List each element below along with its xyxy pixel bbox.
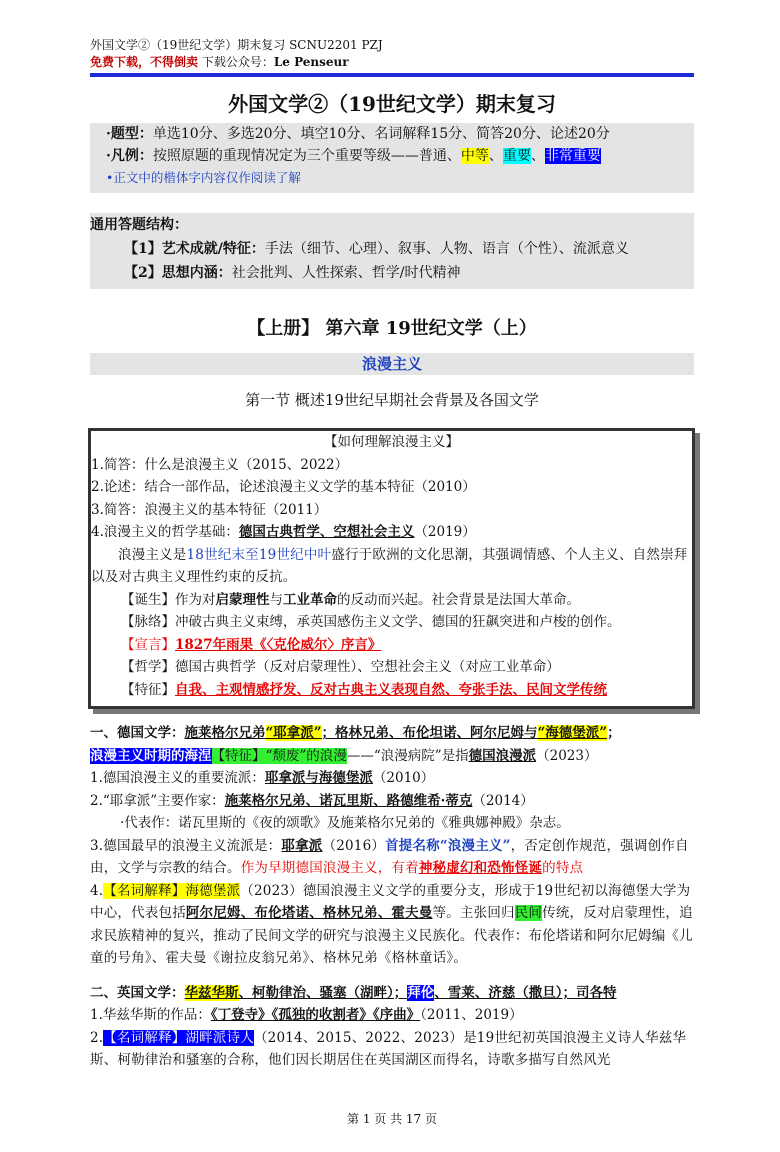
question-types: ·题型：单选10分、多选20分、填空10分、名词解释15分、简答20分、论述20分: [106, 126, 610, 142]
download-label: 下载公众号：: [198, 55, 274, 69]
england-point-2: 2.【名词解释】湖畔派诗人（2014、2015、2022、2023）是19世纪初英国浪漫主义诗人华兹华斯、柯勒律治和骚塞的合称，他们因长期居住在英国湖区而得名，诗歌多描写自然风光: [90, 1029, 687, 1068]
topic-manifesto: 【宣言】1827年雨果《〈克伦威尔〉序言》: [121, 636, 382, 653]
box-caption: 【如何理解浪漫主义】: [324, 434, 459, 450]
level-important-badge: 重要: [502, 148, 531, 164]
question-1: 1.简答：什么是浪漫主义（2015、2022）: [91, 456, 349, 473]
romanticism-definition: 浪漫主义是18世纪末至19世纪中叶盛行于欧洲的文化思潮，其强调情感、个人主义、自然崇拜以及对古典主义理性约束的反抗。: [91, 546, 688, 585]
germany-point-1: 1.德国浪漫主义的重要流派：耶拿派与海德堡派（2010）: [90, 770, 435, 786]
intro-box: [90, 123, 694, 193]
germany-representative-works: ·代表作：诺瓦里斯的《夜的颂歌》及施莱格尔兄弟的《雅典娜神殿》杂志。: [120, 815, 570, 831]
level-medium-badge: 中等: [460, 148, 489, 164]
page-title: 外国文学②（19世纪文学）期末复习: [228, 92, 556, 116]
structure-item-1: 【1】艺术成就/特征：手法（细节、心理）、叙事、人物、语言（个性）、流派意义: [124, 241, 629, 257]
germany-heading: 一、德国文学：施莱格尔兄弟“耶拿派”；格林兄弟、布伦坦诺、阿尔尼姆与“海德堡派”；: [90, 725, 621, 741]
structure-item-2: 【2】思想内涵：社会批判、人性探索、哲学/时代精神: [124, 265, 461, 281]
question-3: 3.简答：浪漫主义的基本特征（2011）: [91, 501, 328, 518]
chapter-heading: 【上册】 第六章 19世纪文学（上）: [247, 318, 537, 339]
free-download-notice: 免费下载，不得倒卖: [90, 55, 199, 69]
page-footer: 第 1 页 共 17 页: [347, 1112, 437, 1126]
heine-line: 浪漫主义时期的海涅【特征】“颓废”的浪漫——“浪漫病院”是指德国浪漫派（2023）: [90, 747, 598, 764]
question-2: 2.论述：结合一部作品，论述浪漫主义文学的基本特征（2010）: [91, 479, 476, 495]
topic-features: 【特征】自我、主观情感抒发、反对古典主义表现自然、夸张手法、民间文学传统: [121, 681, 607, 698]
kaishu-note: •正文中的楷体字内容仅作阅读了解: [106, 170, 301, 185]
england-point-1: 1.华兹华斯的作品：《丁登寺》《孤独的收割者》《序曲》（2011、2019）: [90, 1007, 523, 1023]
section-heading: 第一节 概述19世纪早期社会背景及各国文学: [245, 391, 539, 409]
structure-heading: 通用答题结构：: [90, 217, 188, 233]
england-heading: 二、英国文学：华兹华斯、柯勒律治、骚塞（湖畔）；拜伦、雪莱、济慈（撒旦）；司各特: [90, 984, 617, 1001]
germany-point-3: 3.德国最早的浪漫主义流派是：耶拿派（2016）首提名称“浪漫主义”，否定创作规范，强调创作自由，文学与宗教的结合。作为早期德国浪漫主义，有着神秘虚幻和恐怖怪诞的特点: [90, 837, 689, 876]
level-very-important-badge: 非常重要: [544, 148, 601, 164]
topic-birth: 【诞生】作为对启蒙理性与工业革命的反动而兴起。社会背景是法国大革命。: [121, 591, 580, 608]
header-line-1: 外国文学②（19世纪文学）期末复习 SCNU2201 PZJ: [90, 38, 383, 52]
legend-row: ·凡例：按照原题的重现情况定为三个重要等级——普通、中等、重要、非常重要: [106, 148, 601, 164]
running-header: [90, 37, 694, 71]
germany-point-2: 2.“耶拿派”主要作家：施莱格尔兄弟、诺瓦里斯、路德维希·蒂克（2014）: [90, 792, 534, 809]
topic-philosophy: 【哲学】德国古典哲学（反对启蒙理性）、空想社会主义（对应工业革命）: [121, 659, 560, 675]
topic-lineage: 【脉络】冲破古典主义束缚，承英国感伤主义文学、德国的狂飙突进和卢梭的创作。: [121, 614, 621, 630]
account-name: Le Penseur: [273, 55, 349, 69]
question-4: 4.浪漫主义的哲学基础：德国古典哲学、空想社会主义（2019）: [91, 524, 476, 540]
answer-structure-box: [90, 213, 694, 289]
germany-point-4: 4.【名词解释】海德堡派（2023）德国浪漫主义文学的重要分支，形成于19世纪初以海德堡大学为中心，代表包括阿尔尼姆、布伦塔诺、格林兄弟、霍夫曼等。主张回归民间传统，反对启蒙理性，追求民族精神的复兴，推动了民间文学的研究与浪漫主义民族化。代表作：布伦塔诺和阿尔尼姆编《儿童的号角》、霍夫曼《谢拉皮翁兄弟》、格林兄弟《格林童话》。: [90, 882, 693, 966]
header-rule: [90, 73, 694, 77]
romanticism-box: [88, 428, 695, 709]
header-line-2: [90, 54, 694, 71]
romanticism-heading: 浪漫主义: [90, 353, 694, 375]
main-text: [90, 722, 694, 1072]
